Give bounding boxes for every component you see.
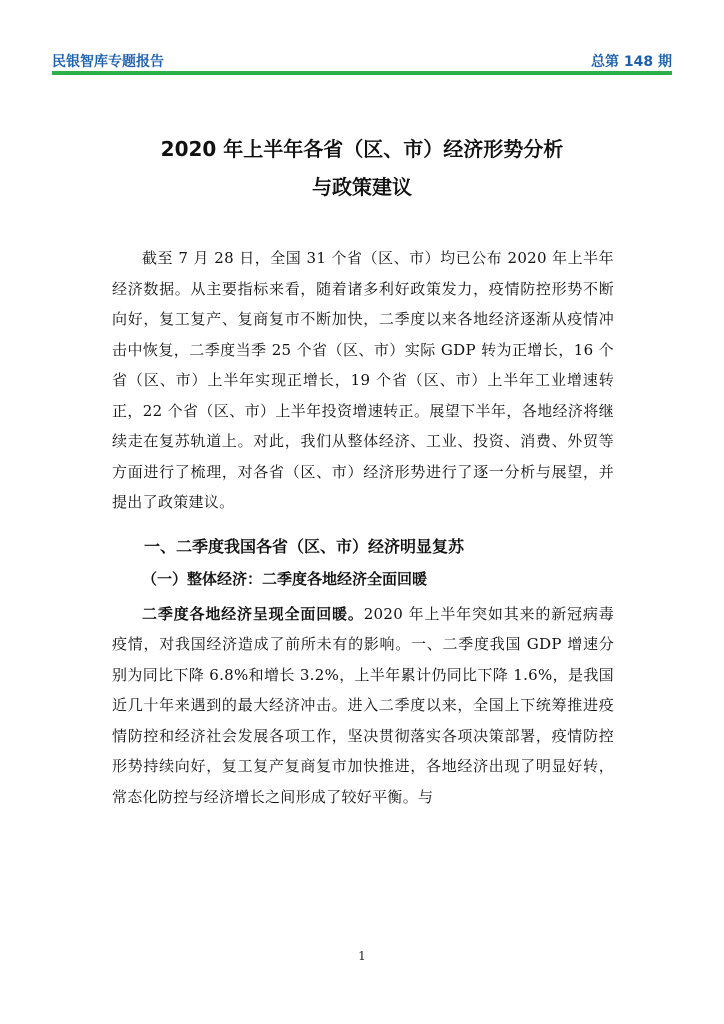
document-body [112, 243, 614, 812]
title-line-1: 2020 年上半年各省（区、市）经济形势分析 [160, 137, 564, 161]
report-series-name: 民银智库专题报告 [52, 54, 164, 70]
intro-paragraph: 截至 7 月 28 日，全国 31 个省（区、市）均已公布 2020 年上半年经济数据。从主要指标来看，随着诸多利好政策发力，疫情防控形势不断向好，复工复产、复商复市不断加快，二季度以来各地经济逐渐从疫情冲击中恢复，二季度当季 25 个省（区、市）实际 GDP 转为正增长，16 个省（区、市）上半年实现正增长，19 个省（区、市）上半年工业增速转正，22 个省（区、市）上半年投资增速转正。展望下半年，各地经济将继续走在复苏轨道上。对此，我们从整体经济、工业、投资、消费、外贸等方面进行了梳理，对各省（区、市）经济形势进行了逐一分析与展望，并提出了政策建议。 [112, 249, 614, 511]
issue-number: 总第 148 期 [591, 54, 672, 70]
section-heading: 一、二季度我国各省（区、市）经济明显复苏 [144, 536, 465, 556]
paragraph-lead-sentence: 二季度各地经济呈现全面回暖。 [142, 604, 364, 623]
title-line-2: 与政策建议 [312, 175, 412, 199]
paragraph-body-text: 2020 年上半年突如其来的新冠病毒疫情，对我国经济造成了前所未有的影响。一、二季度我国 GDP 增速分别为同比下降 6.8%和增长 3.2%，上半年累计仍同比下降 1.6%，是我国近几十年来遇到的最大经济冲击。进入二季度以来，全国上下统筹推进疫情防控和经济社会发展各项工作，坚决贯彻落实各项决策部署，疫情防控形势持续向好，复工复产复商复市加快推进，各地经济出现了明显好转，常态化防控与经济增长之间形成了较好平衡。与 [112, 604, 615, 806]
section-paragraph [112, 599, 614, 813]
subsection-heading: （一）整体经济：二季度各地经济全面回暖 [142, 569, 428, 588]
header-divider [52, 71, 672, 75]
page-number: 1 [358, 949, 366, 963]
document-title [52, 130, 672, 206]
